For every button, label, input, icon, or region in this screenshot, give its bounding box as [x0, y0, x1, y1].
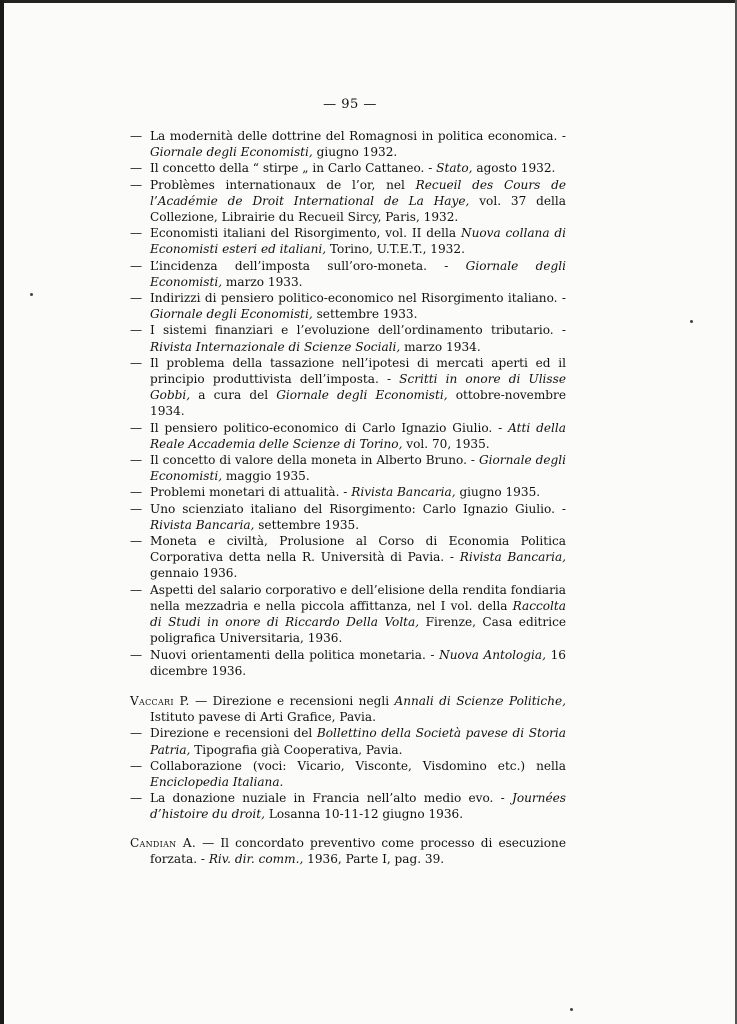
entry-title-italic: Bollettino della Società pavese di Storia Patria, [150, 726, 566, 757]
entry-text: La donazione nuziale in Francia nell’alto medio evo. - [150, 791, 512, 806]
entry-title-italic: Raccolta di Studi in onore di Riccardo Della Volta, [150, 598, 566, 630]
entry-text: gennaio 1936. [150, 566, 238, 581]
entry-text: Il concetto di valore della moneta in Alberto Bruno. - [150, 453, 479, 468]
section-text: Istituto pavese di Arti Grafice, Pavia. [150, 710, 376, 725]
entry-title-italic: Giornale degli Economisti, [276, 388, 448, 403]
entry-dash: — [130, 647, 143, 662]
section-title-italic: Annali di Scienze Politiche, [394, 693, 566, 708]
entry-dash: — [130, 791, 143, 806]
candian-section [130, 835, 566, 867]
entry-dash: — [130, 129, 143, 143]
entry-text: giugno 1935. [455, 485, 541, 500]
entry-text: Torino, U.T.E.T., 1932. [326, 242, 465, 257]
entry-text: agosto 1932. [472, 161, 556, 176]
author-name: Vaccari P. [130, 693, 190, 708]
entry-dash: — [130, 323, 143, 338]
entry-title-italic: Giornale degli Economisti, [150, 307, 313, 322]
entry-dash: — [130, 453, 143, 468]
entry-text: I sistemi finanziari e l’evoluzione dell’ordinamento tributario. - [150, 323, 566, 338]
entry-text: Moneta e civiltà, Prolusione al Corso di Economia Politica Corporativa detta nella R. Università di Pavia. - [150, 534, 566, 565]
bibliography-entry [130, 484, 566, 500]
page-left-edge [0, 0, 4, 1024]
entry-text: Il pensiero politico-economico di Carlo Ignazio Giulio. - [150, 420, 509, 435]
scan-speck [690, 320, 693, 323]
entry-text: Economisti italiani del Risorgimento, vol. II della [150, 226, 461, 241]
entry-text: vol. 70, 1935. [402, 436, 490, 451]
bibliography-entry [130, 420, 566, 452]
entry-text: Nuovi orientamenti della politica monetaria. - [150, 647, 440, 662]
bibliography-body [130, 128, 566, 867]
bibliography-entry [130, 533, 566, 582]
bibliography-entry [130, 452, 566, 484]
entry-title-italic: Atti della Reale Accademia delle Scienze di Torino, [150, 420, 566, 451]
author-name: Candian A. [130, 835, 197, 850]
entry-text: Losanna 10-11-12 giugno 1936. [265, 807, 464, 822]
entry-title-italic: Rivista Bancaria, [459, 550, 566, 565]
entry-title-italic: Stato, [436, 161, 473, 176]
entry-title-italic: Enciclopedia Italiana. [150, 774, 284, 789]
entry-text: Il problema della tassazione nell’ipotesi di mercati aperti ed il principio produttivista dell’imposta. - [150, 355, 566, 387]
bibliography-entry [130, 322, 566, 354]
scan-speck [570, 1008, 573, 1011]
entry-dash: — [130, 534, 143, 549]
bibliography-entry [130, 582, 566, 647]
page-top-edge [0, 0, 737, 3]
entry-title-italic: Rivista Bancaria, [351, 485, 456, 500]
section-text: — Il concordato preventivo come processo di esecuzione forzata. - [150, 835, 566, 866]
entry-text: Uno scienziato italiano del Risorgimento: Carlo Ignazio Giulio. - [150, 501, 566, 516]
entry-dash: — [130, 501, 143, 516]
entry-title-italic: Nuova Antologia, [439, 647, 546, 662]
vaccari-section [130, 693, 566, 725]
entry-text: Il concetto della “ stirpe „ in Carlo Cattaneo. - [150, 161, 437, 176]
entry-title-italic: Nuova collana di Economisti esteri ed italiani, [150, 226, 566, 257]
entry-text: 16 dicembre 1936. [150, 647, 566, 678]
entry-dash: — [130, 726, 143, 741]
entry-text: settembre 1933. [312, 307, 418, 322]
entry-title-italic: Giornale degli Economisti, [150, 258, 566, 289]
entry-title-italic: Giornale degli Economisti, [150, 453, 566, 484]
entry-text: Firenze, Casa editrice poligrafica Universitaria, 1936. [150, 615, 566, 646]
bibliography-entry [130, 355, 566, 420]
entry-dash: — [130, 758, 143, 773]
entry-dash: — [130, 355, 143, 370]
section-text: 1936, Parte I, pag. 39. [303, 851, 445, 866]
entry-dash: — [130, 258, 143, 273]
entry-text: La modernità delle dottrine del Romagnosi in politica economica. - [150, 129, 566, 143]
entry-text: vol. 37 della Collezione, Librairie du Recueil Sircy, Paris, 1932. [150, 193, 567, 225]
entry-text: ottobre-novembre 1934. [150, 388, 566, 419]
entry-title-italic: Rivista Bancaria, [150, 517, 255, 532]
entry-text: Tipografia già Cooperativa, Pavia. [190, 742, 403, 757]
entry-text: Problèmes internationaux de l’or, nel [150, 177, 416, 192]
entry-title-italic: Scritti in onore di Ulisse Gobbi, [150, 372, 566, 403]
entry-dash: — [130, 177, 143, 192]
section-text: — Direzione e recensioni negli [189, 693, 395, 708]
entry-text: giugno 1932. [312, 145, 398, 160]
bibliography-entry [130, 258, 566, 290]
entry-dash: — [130, 582, 143, 597]
entry-text: Direzione e recensioni del [150, 726, 317, 741]
entry-dash: — [130, 485, 143, 500]
bibliography-entry [130, 128, 566, 160]
entry-title-italic: Rivista Internazionale di Scienze Sociali, [150, 339, 401, 354]
entry-title-italic: Journées d’histoire du droit, [150, 791, 566, 822]
entry-text: marzo 1933. [222, 274, 303, 289]
entry-text: Collaborazione (voci: Vicario, Visconte, Visdomino etc.) nella [150, 758, 566, 773]
entry-text: Indirizzi di pensiero politico-economico nel Risorgimento italiano. - [150, 291, 566, 306]
bibliography-list [130, 128, 566, 679]
entry-text: marzo 1934. [400, 339, 481, 354]
bibliography-entry [130, 225, 566, 257]
bibliography-entry [130, 160, 566, 176]
entry-text: L’incidenza dell’imposta sull’oro-moneta. - [150, 258, 466, 273]
entry-dash: — [130, 226, 143, 241]
bibliography-entry [130, 647, 566, 679]
entry-text: Problemi monetari di attualità. - [150, 485, 352, 500]
page-number: — 95 — [323, 97, 377, 112]
bibliography-entry [130, 758, 566, 790]
entry-dash: — [130, 291, 143, 306]
bibliography-entry [130, 290, 566, 322]
section-title-italic: Riv. dir. comm., [208, 851, 304, 866]
entry-title-italic: Recueil des Cours de l’Académie de Droit International de La Haye, [150, 177, 566, 208]
bibliography-entry [130, 177, 566, 226]
entry-text: settembre 1935. [254, 517, 360, 532]
bibliography-entry [130, 501, 566, 533]
bibliography-entry [130, 725, 566, 757]
entry-dash: — [130, 161, 143, 176]
entry-text: Aspetti del salario corporativo e dell’elisione della rendita fondiaria nella mezzadria e nella piccola affittanza, nel I vol. della [150, 582, 566, 613]
entry-title-italic: Giornale degli Economisti, [150, 145, 313, 160]
entry-text: a cura del [190, 388, 277, 403]
bibliography-entry [130, 790, 566, 822]
entry-dash: — [130, 420, 143, 435]
scan-speck [30, 293, 33, 296]
entry-text: maggio 1935. [222, 469, 310, 484]
vaccari-list [130, 725, 566, 822]
